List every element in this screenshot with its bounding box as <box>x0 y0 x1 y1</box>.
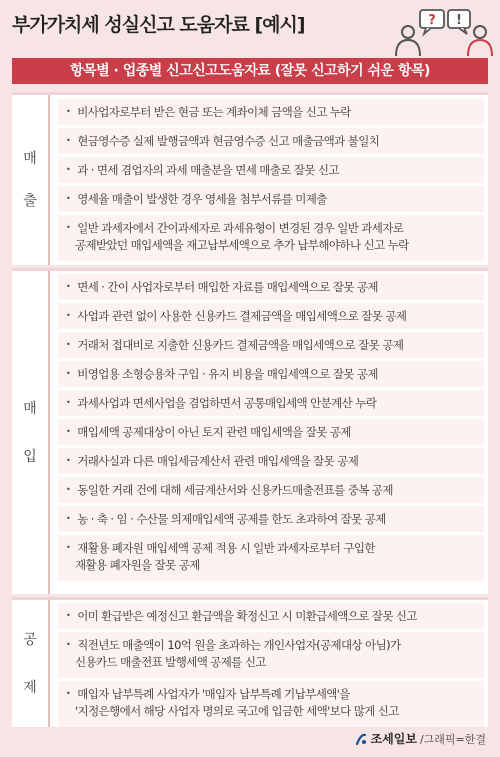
sales-label-char-1: 매 <box>23 151 37 167</box>
deduction-label-char-1: 공 <box>23 631 37 648</box>
deduction-item-1: • 이미 환급받은 예정신고 환급액을 확정신고 시 미환급세액으로 잘못 신고 <box>58 603 484 629</box>
svg-text:!: ! <box>456 13 462 28</box>
subtitle-bar: 항목별 · 업종별 신고신고도움자료 (잘못 신고하기 쉬운 항목) <box>12 58 488 84</box>
purchase-item-5: • 과세사업과 면세사업을 겸업하면서 공통매입세액 안분계산 누락 <box>58 390 484 416</box>
sales-item-3: • 과 · 면세 겸업자의 과세 매출분을 면세 매출로 잘못 신고 <box>58 157 484 183</box>
deduction-item-3: • 매입자 납부특례 사업자가 '매입자 납부특례 기납부세액'을 '지정은행에서 해당 사업자 명의로 국고에 입금한 세액'보다 많게 신고 <box>58 681 484 727</box>
sales-section <box>12 92 488 265</box>
sales-section-label <box>12 95 50 265</box>
purchase-section <box>12 268 488 594</box>
purchase-label-char-2: 입 <box>23 448 37 465</box>
sales-item-5: • 일반 과세자에서 간이과세자로 과세유형이 변경된 경우 일반 과세자로 공제받았던 매입세액을 재고납부세액으로 추가 납부해야하나 신고 누락 <box>58 215 484 261</box>
purchase-section-label <box>12 271 50 594</box>
sales-item-4: • 영세율 매출이 발생한 경우 영세율 첨부서류를 미제출 <box>58 186 484 212</box>
page-title: 부가가치세 성실신고 도움자료 [예시] <box>12 14 305 36</box>
sales-item-1: • 비사업자로부터 받은 현금 또는 계좌이체 금액을 신고 누락 <box>58 99 484 125</box>
purchase-item-1: • 면세 · 간이 사업자로부터 매입한 자료를 매입세액으로 잘못 공제 <box>58 274 484 300</box>
purchase-item-4: • 비영업용 소형승용차 구입 · 유지 비용을 매입세액으로 잘못 공제 <box>58 361 484 387</box>
logo-name: 조세일보 <box>370 732 417 746</box>
graphic-credit: /그래픽=한결 <box>419 732 486 746</box>
people-question-icon <box>384 6 494 56</box>
purchase-item-2: • 사업과 관련 없이 사용한 신용카드 결제금액을 매입세액으로 잘못 공제 <box>58 303 484 329</box>
deduction-section-label <box>12 600 50 727</box>
svg-text:?: ? <box>428 13 436 28</box>
deduction-item-2: • 직전년도 매출액이 10억 원을 초과하는 개인사업자(공제대상 아님)가 신용카드 매출전표 발행세액 공제를 신고 <box>58 632 484 678</box>
purchase-item-3: • 거래처 접대비로 지출한 신용카드 결제금액을 매입세액으로 잘못 공제 <box>58 332 484 358</box>
logo-icon <box>354 732 368 746</box>
purchase-item-7: • 거래사실과 다른 매입세금계산서 관련 매입세액을 잘못 공제 <box>58 448 484 474</box>
deduction-section <box>12 597 488 727</box>
purchase-item-6: • 매입세액 공제대상이 아닌 토지 관련 매입세액을 잘못 공제 <box>58 419 484 445</box>
sales-label-char-2: 출 <box>23 193 37 209</box>
purchase-item-10: • 재활용 폐자원 매입세액 공제 적용 시 일반 과세자로부터 구입한 재활용 폐자원을 잘못 공제 <box>58 535 484 581</box>
purchase-item-8: • 동일한 거래 건에 대해 세금계산서와 신용카드매출전표를 중복 공제 <box>58 477 484 503</box>
purchase-item-9: • 농 · 축 · 임 · 수산물 의제매입세액 공제를 한도 초과하여 잘못 공제 <box>58 506 484 532</box>
footer-credit <box>354 730 486 747</box>
purchase-label-char-1: 매 <box>23 400 37 417</box>
sales-item-2: • 현금영수증 실제 발행금액과 현금영수증 신고 매출금액과 불일치 <box>58 128 484 154</box>
deduction-label-char-2: 제 <box>23 679 37 696</box>
